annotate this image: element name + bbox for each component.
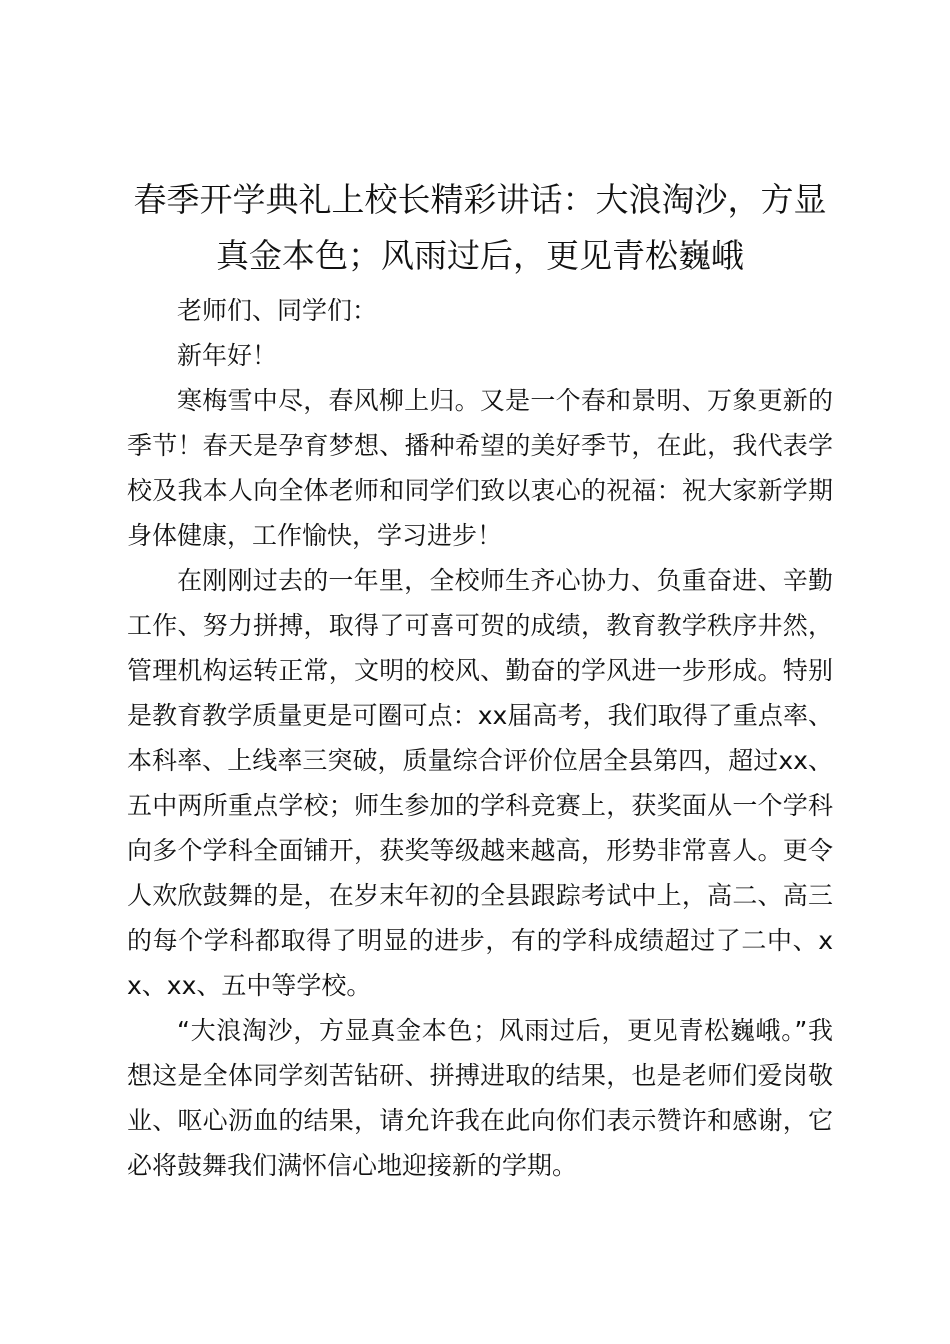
document-page [127,172,833,1188]
salutation-paragraph: 老师们、同学们： [177,296,378,325]
document-title: 春季开学典礼上校长精彩讲话：大浪淘沙，方显真金本色；风雨过后，更见青松巍峨 [133,180,827,275]
greeting-paragraph: 新年好！ [177,341,278,370]
body-paragraph-1: 寒梅雪中尽，春风柳上归。又是一个春和景明、万象更新的季节！春天是孕育梦想、播种希望的美好季节，在此，我代表学校及我本人向全体老师和同学们致以衷心的祝福：祝大家新学期身体健康，工作愉快，学习进步！ [127,386,833,550]
body-paragraph-3: “大浪淘沙，方显真金本色；风雨过后，更见青松巍峨。”我想这是全体同学刻苦钻研、拼搏进取的结果，也是老师们爱岗敬业、呕心沥血的结果，请允许我在此向你们表示赞许和感谢，它必将鼓舞我们满怀信心地迎接新的学期。 [127,1016,833,1180]
body-paragraph-2: 在刚刚过去的一年里，全校师生齐心协力、负重奋进、辛勤工作、努力拼搏，取得了可喜可贺的成绩，教育教学秩序井然，管理机构运转正常，文明的校风、勤奋的学风进一步形成。特别是教育教学质量更是可圈可点：xx届高考，我们取得了重点率、本科率、上线率三突破，质量综合评价位居全县第四，超过xx、五中两所重点学校；师生参加的学科竞赛上，获奖面从一个学科向多个学科全面铺开，获奖等级越来越高，形势非常喜人。更令人欢欣鼓舞的是，在岁末年初的全县跟踪考试中上，高二、高三的每个学科都取得了明显的进步，有的学科成绩超过了二中、xx、xx、五中等学校。 [127,566,833,1000]
